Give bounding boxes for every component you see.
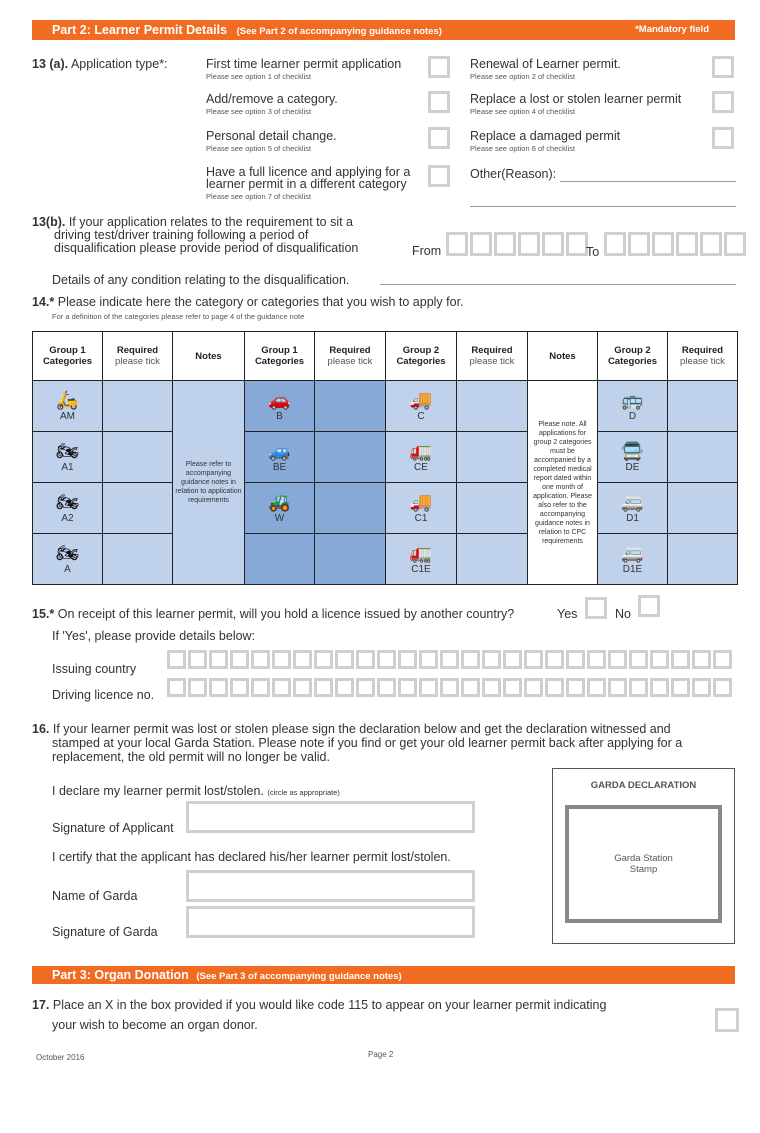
q15-heading: 15.* On receipt of this learner permit, will you hold a licence issued by another country? <box>32 607 515 621</box>
part3-subtitle: (See Part 3 of accompanying guidance notes) <box>196 971 402 982</box>
small-truck-icon: 🚚 <box>409 491 433 512</box>
checkbox-renewal[interactable] <box>712 56 734 78</box>
checkbox-add-remove[interactable] <box>428 91 450 113</box>
q15-ifyes: If 'Yes', please provide details below: <box>52 629 256 643</box>
to-label: To <box>586 245 600 259</box>
option-personal-detail: Personal detail change. Please see option 5 of checklist <box>206 129 337 153</box>
motorcycle-icon: 🏍 <box>56 491 79 512</box>
garda-declaration-box <box>552 768 735 944</box>
tick-C1[interactable] <box>457 483 528 534</box>
q14-subtext: For a definition of the categories please refer to page 4 of the guidance note <box>52 312 305 321</box>
declare-text: I declare my learner permit lost/stolen. (circle as appropriate) <box>52 784 340 798</box>
part3-header <box>32 966 735 984</box>
tick-AM[interactable] <box>103 381 173 432</box>
option-add-remove: Add/remove a category. Please see option 3 of checklist <box>206 92 338 116</box>
checkbox-full-licence[interactable] <box>428 165 450 187</box>
cat-A2: 🏍 A2 <box>33 483 103 534</box>
cat-A1: 🏍 A1 <box>33 432 103 483</box>
option-renewal: Renewal of Learner permit. Please see option 2 of checklist <box>470 57 621 81</box>
tractor-icon: 🚜 <box>268 491 291 512</box>
header-notes-1: Notes <box>173 332 245 381</box>
cat-AM: 🛵 AM <box>33 381 103 432</box>
motorcycle-icon: 🏍 <box>56 440 79 461</box>
cat-B: 🚗 B <box>245 381 315 432</box>
from-label: From <box>412 244 442 258</box>
option-other: Other(Reason): <box>470 167 557 181</box>
cat-A: 🏍 A <box>33 534 103 585</box>
driving-licence-label: Driving licence no. <box>52 688 155 702</box>
cat-W: 🚜 W <box>245 483 315 534</box>
condition-line[interactable] <box>380 284 736 285</box>
tick-CE[interactable] <box>457 432 528 483</box>
q13a-heading <box>32 57 168 71</box>
other-reason-line-2[interactable] <box>470 206 736 207</box>
cat-D1: 🚐 D1 <box>598 483 668 534</box>
name-garda-label: Name of Garda <box>52 889 138 903</box>
tick-W[interactable] <box>315 483 386 534</box>
yes-label: Yes <box>557 607 578 621</box>
articulated-truck-icon: 🚛 <box>409 440 433 461</box>
no-label: No <box>615 607 631 621</box>
part2-header <box>32 20 735 40</box>
header-required-4: Required please tick <box>668 332 738 381</box>
tick-BE[interactable] <box>315 432 386 483</box>
sig-applicant-label: Signature of Applicant <box>52 821 174 835</box>
cat-BE: 🚙 BE <box>245 432 315 483</box>
header-required-1: Required please tick <box>103 332 173 381</box>
car-icon: 🚗 <box>268 389 291 410</box>
header-notes-2: Notes <box>528 332 598 381</box>
truck-trailer-icon: 🚛 <box>409 542 433 563</box>
header-group1: Group 1 Categories <box>33 332 103 381</box>
empty-cell <box>245 534 315 585</box>
tick-D1[interactable] <box>668 483 738 534</box>
car-trailer-icon: 🚙 <box>268 440 291 461</box>
tick-A2[interactable] <box>103 483 173 534</box>
q14-heading: 14.* Please indicate here the category or categories that you wish to apply for. <box>32 295 464 309</box>
tick-C[interactable] <box>457 381 528 432</box>
issuing-country-cells[interactable] <box>167 650 734 669</box>
cat-C1: 🚚 C1 <box>386 483 457 534</box>
part2-title: Part 2: Learner Permit Details <box>52 23 228 37</box>
issuing-country-label: Issuing country <box>52 662 137 676</box>
bus-icon: 🚌 <box>621 389 644 410</box>
header-group2: Group 2 Categories <box>386 332 457 381</box>
minibus-trailer-icon: 🚐 <box>621 542 644 563</box>
minibus-icon: 🚐 <box>621 491 644 512</box>
certify-text: I certify that the applicant has declared his/her learner permit lost/stolen. <box>52 850 451 864</box>
option-replace-lost: Replace a lost or stolen learner permit Please see option 4 of checklist <box>470 92 682 116</box>
tick-C1E[interactable] <box>457 534 528 585</box>
to-date-cells[interactable] <box>604 232 748 256</box>
from-date-cells[interactable] <box>446 232 590 256</box>
q13a-text: Application type*: <box>70 57 168 71</box>
sig-garda-field[interactable] <box>186 906 475 938</box>
garda-declaration-title: GARDA DECLARATION <box>590 780 697 791</box>
checkbox-first-time[interactable] <box>428 56 450 78</box>
cat-C: 🚚 C <box>386 381 457 432</box>
header-required-2: Required please tick <box>315 332 386 381</box>
tick-empty <box>315 534 386 585</box>
notes-cell-1: Please refer to accompanying guidance notes in relation to application requirements <box>173 381 245 585</box>
sig-applicant-field[interactable] <box>186 801 475 833</box>
category-table <box>32 331 738 585</box>
other-reason-line-1[interactable] <box>560 181 736 182</box>
tick-A[interactable] <box>103 534 173 585</box>
q17-text: 17. Place an X in the box provided if you would like code 115 to appear on your learner permit indicating your wish to become an organ donor. <box>32 998 607 1032</box>
mandatory-note: *Mandatory field <box>635 24 709 35</box>
tick-D[interactable] <box>668 381 738 432</box>
tick-B[interactable] <box>315 381 386 432</box>
checkbox-organ-donor[interactable] <box>715 1008 739 1032</box>
name-garda-field[interactable] <box>186 870 475 902</box>
option-replace-damaged: Replace a damaged permit Please see option 6 of checklist <box>470 129 621 153</box>
cat-CE: 🚛 CE <box>386 432 457 483</box>
header-required-3: Required please tick <box>457 332 528 381</box>
cat-DE: 🚍 DE <box>598 432 668 483</box>
tick-D1E[interactable] <box>668 534 738 585</box>
header-group2-b: Group 2 Categories <box>598 332 668 381</box>
footer-date: October 2016 <box>36 1053 85 1062</box>
bus-trailer-icon: 🚍 <box>621 440 644 461</box>
header-group1-b: Group 1 Categories <box>245 332 315 381</box>
moped-icon: 🛵 <box>56 389 79 410</box>
option-first-time: First time learner permit application Please see option 1 of checklist <box>206 57 402 81</box>
notes-cell-2: Please note. All applications for group 2 categories must be accompanied by a completed medical report dated within one month of application. Please also refer to the accompanying guidance notes in relation to CPC requirements <box>528 381 598 585</box>
q13b-text: 13(b). If your application relates to the requirement to sit a driving test/driver training following a period of disqualification please provide period of disqualification <box>32 215 359 255</box>
checkbox-no[interactable] <box>638 595 660 617</box>
driving-licence-cells[interactable] <box>167 678 734 697</box>
cat-C1E: 🚛 C1E <box>386 534 457 585</box>
checkbox-replace-damaged[interactable] <box>712 127 734 149</box>
cat-D: 🚌 D <box>598 381 668 432</box>
motorcycle-icon: 🏍 <box>56 542 79 563</box>
q13a-number: 13 (a). <box>32 57 69 71</box>
cat-D1E: 🚐 D1E <box>598 534 668 585</box>
sig-garda-label: Signature of Garda <box>52 925 158 939</box>
checkbox-replace-lost[interactable] <box>712 91 734 113</box>
condition-label: Details of any condition relating to the disqualification. <box>52 273 350 287</box>
q16-text: 16. If your learner permit was lost or stolen please sign the declaration below and get the declaration witnessed and stamped at your local Garda Station. Please note if you find or get your old learner permit back after applying for a replacement, the old permit will no longer be valid. <box>32 722 683 764</box>
option-full-licence: Have a full licence and applying for a learner permit in a different category Please see option 7 of checklist <box>206 165 411 201</box>
checkbox-yes[interactable] <box>585 597 607 619</box>
checkbox-personal-detail[interactable] <box>428 127 450 149</box>
truck-icon: 🚚 <box>409 389 433 410</box>
tick-A1[interactable] <box>103 432 173 483</box>
part2-subtitle: (See Part 2 of accompanying guidance notes) <box>236 26 442 37</box>
tick-DE[interactable] <box>668 432 738 483</box>
footer-page: Page 2 <box>368 1050 394 1059</box>
garda-stamp-area: Garda Station Stamp <box>565 805 722 923</box>
part3-title: Part 3: Organ Donation <box>52 968 189 982</box>
